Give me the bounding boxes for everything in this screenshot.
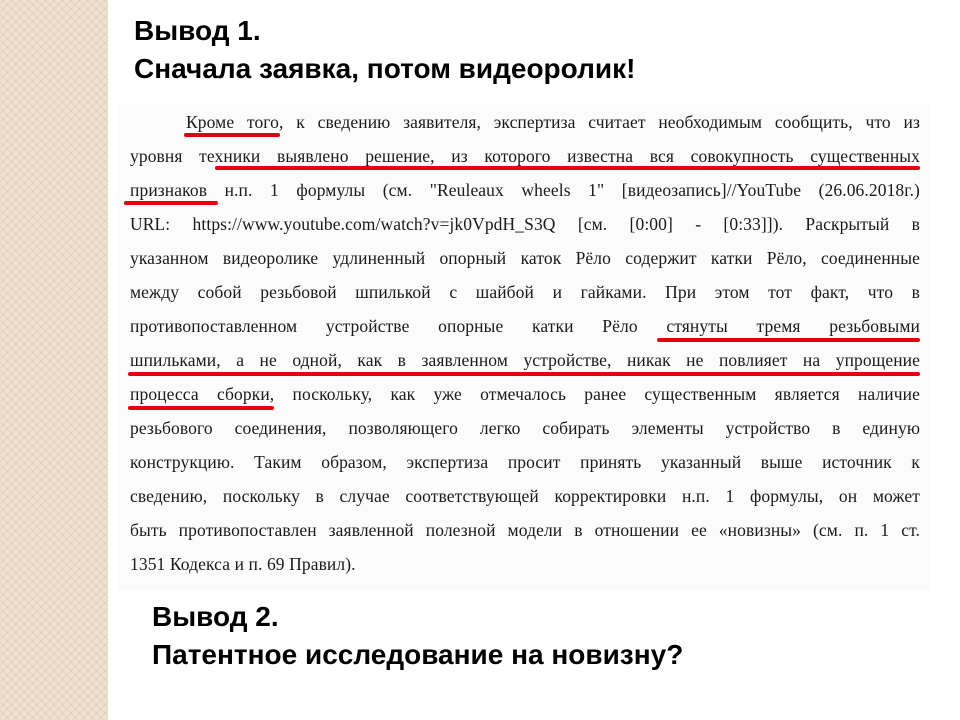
red-underline	[184, 133, 280, 137]
document-line: Кроме того, к сведению заявителя, экспертиза считает необходимым сообщить, что из	[186, 112, 920, 132]
decorative-side-panel	[0, 0, 108, 720]
document-line: URL: https://www.youtube.com/watch?v=jk0VpdH_S3Q [см. [0:00] - [0:33]]). Раскрытый в	[130, 214, 920, 234]
red-underline	[124, 201, 218, 205]
red-underline	[128, 406, 274, 410]
conclusion-2-heading	[152, 598, 683, 674]
document-line: процесса сборки, поскольку, как уже отмечалось ранее существенным является наличие	[130, 384, 920, 404]
document-line: шпильками, а не одной, как в заявленном устройстве, никак не повлияет на упрощение	[130, 350, 920, 370]
document-line: указанном видеоролике удлиненный опорный каток Рёло содержит катки Рёло, соединенные	[130, 248, 920, 268]
document-line: между собой резьбовой шпилькой с шайбой и гайками. При этом тот факт, что в	[130, 282, 920, 302]
document-line: 1351 Кодекса и п. 69 Правил).	[130, 554, 356, 574]
conclusion-2-title: Вывод 2.	[152, 601, 279, 632]
document-line: резьбового соединения, позволяющего легко собирать элементы устройство в единую	[130, 418, 920, 438]
conclusion-1-subtitle: Сначала заявка, потом видеоролик!	[134, 53, 636, 84]
document-line: противопоставленном устройстве опорные катки Рёло стянуты тремя резьбовыми	[130, 316, 920, 336]
document-line: уровня техники выявлено решение, из которого известна вся совокупность существенных	[130, 146, 920, 166]
red-underline	[215, 166, 920, 170]
document-line: конструкцию. Таким образом, экспертиза просит принять указанный выше источник к	[130, 452, 920, 472]
red-underline	[657, 338, 920, 342]
document-line: быть противопоставлен заявленной полезной модели в отношении ее «новизны» (см. п. 1 ст.	[130, 520, 920, 540]
red-underline	[128, 372, 920, 376]
conclusion-1-heading	[134, 12, 635, 88]
document-line: признаков н.п. 1 формулы (см. "Reuleaux wheels 1" [видеозапись]//YouTube (26.06.2018г.)	[130, 180, 920, 200]
conclusion-1-title: Вывод 1.	[134, 15, 261, 46]
document-line: сведению, поскольку в случае соответствующей корректировки н.п. 1 формулы, он может	[130, 486, 920, 506]
conclusion-2-subtitle: Патентное исследование на новизну?	[152, 639, 684, 670]
